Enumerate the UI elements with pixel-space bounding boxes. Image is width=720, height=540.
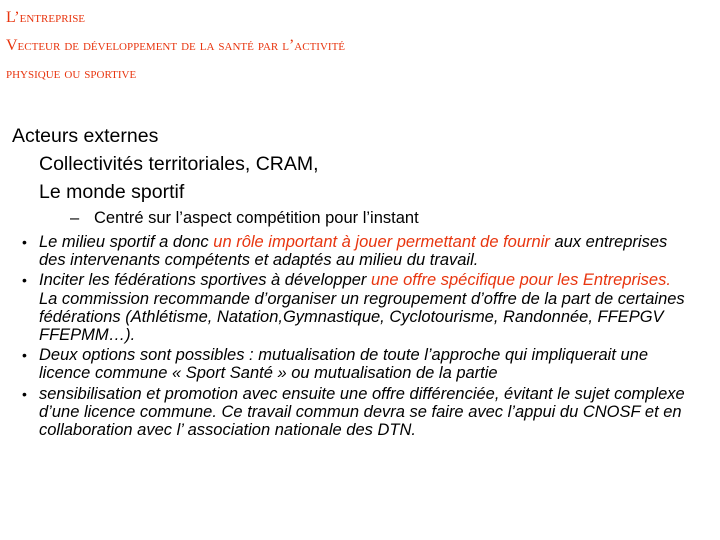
bullet-icon: • [22,385,27,402]
bullet-item [22,271,692,344]
bullet-icon: • [22,347,27,364]
bullet-text-post: sensibilisation et promotion avec ensuite une offre différenciée, évitant le sujet complexe d’une licence commune. Ce travail commun devra se faire avec l’appui du CNOSF et en collaboration avec l’ association nationale des DTN. [39,384,685,440]
bullet-item [22,346,692,382]
actors-line-2: Le monde sportif [39,181,185,203]
title-line-2: Vecteur de développement de la santé par l’activité [6,37,346,54]
dash-symbol: – [70,209,80,227]
sub-item-text: Centré sur l’aspect compétition pour l’instant [94,209,419,227]
actors-heading: Acteurs externes [12,125,159,147]
bullet-item [22,233,692,269]
bullet-text-highlight: une offre spécifique pour les Entreprises. [371,271,671,290]
actors-line-1: Collectivités territoriales, CRAM, [39,153,319,175]
sub-item [70,208,419,228]
bullet-text-post: La commission recommande d’organiser un regroupement d’offre de la part de certaines fédérations (Athlétisme, Natation,Gymnastique, Cyclotourisme, Randonnée, FFEPGV FFEPMM…). [39,289,685,345]
actors-section [12,122,319,206]
bullet-list [22,233,692,441]
bullet-text-pre: Le milieu sportif a donc [39,233,214,251]
title-line-1: L’entreprise [6,9,86,26]
bullet-icon: • [22,234,27,250]
bullet-text-post: Deux options sont possibles : mutualisation de toute l’approche qui impliquerait une licence commune « Sport Santé » ou mutualisation de la partie [39,346,649,383]
bullet-text-pre: Inciter les fédérations sportives à développer [39,271,372,290]
bullet-text-highlight: un rôle important à jouer permettant de fournir [213,233,550,251]
page-title [6,4,345,88]
title-line-3: physique ou sportive [6,65,137,82]
bullet-icon: • [22,272,27,289]
bullet-item [22,385,692,440]
bullet-text-post: aux entreprises des intervenants compétents et adaptés au milieu du travail. [39,233,668,270]
